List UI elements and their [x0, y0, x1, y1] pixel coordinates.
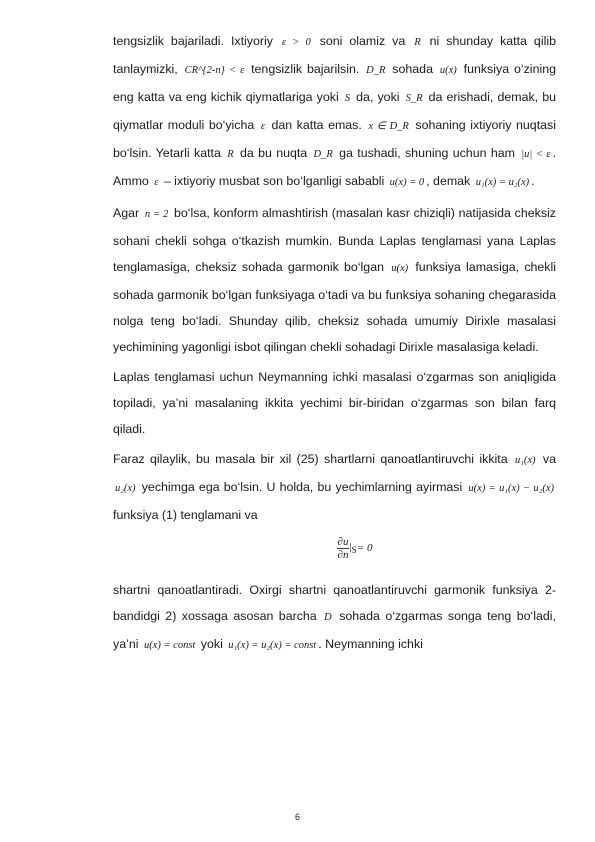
text-run: yoki	[197, 637, 227, 651]
formula-inequality: CR^{2-n} < ε	[184, 65, 245, 76]
page-number: 6	[294, 812, 300, 822]
formula-abs-u-less-epsilon: |u| < ε	[521, 149, 551, 160]
text-run: Laplas tenglamasi uchun Neymanning ichki masalasi o‘zgarmas son aniqligida topiladi, ya’ni masalaning ikkita yechimi bir-biridan o‘zgarmas son bilan farq qiladi.	[113, 370, 556, 436]
document-page	[113, 0, 556, 659]
fraction-numerator: ∂u	[337, 536, 349, 548]
evaluation-subscript: S	[351, 545, 357, 556]
formula-x-in-DR: x ∈ D_R	[368, 121, 409, 132]
fraction	[337, 536, 350, 561]
text-run: – ixtiyoriy musbat son bo‘lganligi sababli	[160, 174, 388, 188]
text-run: funksiya (1) tenglamani va	[113, 508, 258, 522]
text-run: va	[537, 452, 557, 466]
formula-D: D	[324, 612, 332, 623]
formula-u-equals-zero: u(x) = 0	[389, 177, 425, 188]
text-run: dan katta emas.	[266, 118, 367, 132]
text-run: funksiya lamasiga, chekli sohada garmonik bo‘lgan funksiyaga o‘tadi va bu funksiya sohaning chegarasida nolga teng bo‘ladi. Shunday qilib, cheksiz sohada umumiy Dirixle masalasi yechimining yagonligi isbot qilingan chekli sohadagi Dirixle masalasiga keladi.	[113, 260, 556, 354]
formula-u1: u₁(x)	[515, 455, 536, 466]
text-run: tengsizlik bajarilsin.	[246, 62, 365, 76]
formula-u-const: u(x) = const	[143, 640, 196, 651]
text-run: sohada o‘zgarmas songa teng bo‘ladi, ya’ni	[113, 609, 556, 651]
formula-epsilon-positive: ε > 0	[281, 37, 311, 48]
formula-domain-DR: D_R	[313, 149, 333, 160]
formula-difference: u(x) = u₁(x) − u₂(x)	[468, 483, 554, 494]
formula-u-of-x: u(x)	[391, 263, 409, 274]
text-run: shartni qanoatlantiradi. Oxirgi shartni qanoatlantiruvchi garmonik funksiya 2-bandidgi 2) xossaga asosan barcha	[113, 583, 556, 623]
formula-SR: S_R	[405, 93, 423, 104]
text-run: da bu nuqta	[235, 146, 312, 160]
text-run: sohada	[387, 62, 438, 76]
paragraph-two-solutions	[113, 446, 556, 528]
formula-u1-u2-const: u₁(x) = u₂(x) = const	[228, 640, 317, 651]
formula-u2: u₂(x)	[115, 483, 136, 494]
formula-R: R	[414, 37, 421, 48]
text-run: yechimga ega bo‘lsin. U holda, bu yechimlarning ayirmasi	[137, 480, 467, 494]
text-run: soni olamiz va	[312, 34, 413, 48]
text-run: , demak	[426, 174, 474, 188]
paragraph-constant-conclusion	[113, 577, 556, 659]
text-run: .	[531, 174, 535, 188]
formula-epsilon: ε	[154, 177, 159, 188]
text-run: . Neymanning ichki	[318, 637, 423, 651]
fraction-denominator: ∂n	[337, 549, 349, 561]
text-run: da, yoki	[352, 90, 404, 104]
formula-domain-DR: D_R	[366, 65, 386, 76]
display-formula-normal-derivative	[153, 536, 556, 561]
text-run: bo‘lsa, konform almashtirish (masalan kasr chiziqli) natijasida cheksiz sohani chekli sohga o‘tkazish mumkin. Bunda Laplas tenglamasi yana Laplas tenglamasiga, cheksiz sohada garmonik bo‘lgan	[113, 206, 556, 274]
evaluation-bar: $|_S$	[349, 540, 357, 556]
paragraph-uniqueness-proof	[113, 28, 556, 196]
formula-S: S	[344, 93, 351, 104]
text-run: Agar	[113, 206, 143, 220]
formula-n-equals-2: n = 2	[144, 209, 169, 220]
text-run: ni shunday katta qilib tanlaymizki,	[113, 34, 556, 76]
text-run: . Ammo	[113, 146, 557, 188]
text-run: da erishadi, demak, bu qiymatlar moduli bo‘yicha	[113, 90, 556, 132]
formula-R: R	[227, 149, 234, 160]
formula-u-of-x: u(x)	[439, 65, 457, 76]
paragraph-conformal-mapping	[113, 200, 556, 360]
text-run: funksiya o‘zining eng katta va eng kichik qiymatlariga yoki	[113, 62, 556, 104]
formula-u1-equals-u2: u₁(x) = u₂(x)	[475, 177, 530, 188]
formula-rhs: = 0	[356, 542, 373, 555]
formula-epsilon: ε	[260, 121, 265, 132]
text-run: Faraz qilaylik, bu masala bir xil (25) shartlarni qanoatlantiruvchi ikkita	[113, 452, 513, 466]
paragraph-neumann-problem	[113, 364, 556, 442]
text-run: tengsizlik bajariladi. Ixtiyoriy	[113, 34, 280, 48]
text-run: ga tushadi, shuning uchun ham	[334, 146, 520, 160]
text-run: sohaning ixtiyoriy nuqtasi bo‘lsin. Yetarli katta	[113, 118, 556, 160]
